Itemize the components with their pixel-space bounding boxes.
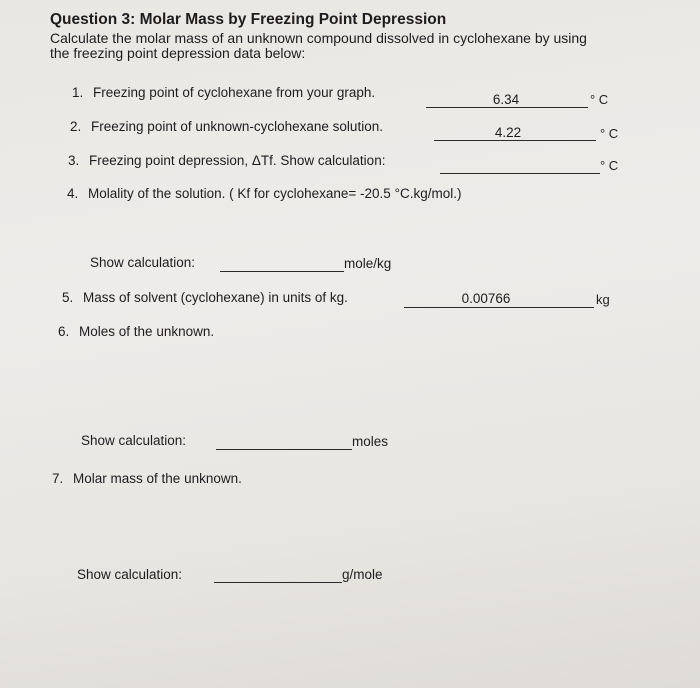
- answer-line-5: [404, 307, 594, 308]
- show-calculation-label-2: Show calculation:: [81, 433, 187, 448]
- calc-unit-2: moles: [352, 434, 389, 449]
- item-text: Freezing point of unknown-cyclohexane solution.: [91, 119, 383, 134]
- answer-line-1: [426, 107, 588, 108]
- item-number: 1.: [72, 85, 84, 100]
- item-5: [62, 290, 348, 305]
- show-calculation-label-1: Show calculation:: [90, 255, 196, 270]
- item-2: [70, 119, 383, 134]
- item-1: [72, 85, 375, 100]
- item-number: 6.: [58, 324, 70, 339]
- item-number: 3.: [68, 153, 80, 168]
- answer-line-3: [440, 173, 600, 174]
- item-text: Freezing point of cyclohexane from your graph.: [93, 85, 376, 100]
- answer-line-2: [434, 140, 596, 141]
- calc-line-1: [220, 271, 344, 272]
- calc-line-3: [214, 582, 342, 583]
- answer-1-value[interactable]: 6.34: [492, 92, 520, 107]
- item-7: [52, 471, 242, 486]
- answer-2-value[interactable]: 4.22: [494, 125, 522, 140]
- item-number: 2.: [70, 119, 82, 134]
- item-text: Freezing point depression, ΔTf. Show calculation:: [89, 153, 386, 168]
- item-text: Moles of the unknown.: [79, 324, 215, 339]
- item-text: Molality of the solution. ( Kf for cyclohexane= -20.5 °C.kg/mol.): [88, 186, 462, 201]
- unit-5: kg: [596, 292, 610, 307]
- calc-unit-1: mole/kg: [344, 256, 392, 271]
- unit-3: ° C: [600, 158, 619, 173]
- item-number: 4.: [67, 186, 79, 201]
- show-calculation-label-3: Show calculation:: [77, 567, 183, 582]
- item-4: [67, 186, 461, 201]
- calc-unit-3: g/mole: [342, 567, 383, 582]
- item-6: [58, 324, 214, 339]
- instructions-line-1: Calculate the molar mass of an unknown compound dissolved in cyclohexane by using: [50, 30, 587, 46]
- item-number: 7.: [52, 471, 64, 486]
- unit-1: ° C: [590, 92, 609, 107]
- question-title: Question 3: Molar Mass by Freezing Point Depression: [50, 11, 447, 28]
- item-text: Mass of solvent (cyclohexane) in units of kg.: [83, 290, 348, 305]
- item-3: [68, 153, 385, 168]
- answer-5-value[interactable]: 0.00766: [461, 291, 511, 306]
- item-text: Molar mass of the unknown.: [73, 471, 242, 486]
- instructions-line-2: the freezing point depression data below:: [50, 45, 306, 61]
- item-number: 5.: [62, 290, 74, 305]
- unit-2: ° C: [600, 126, 619, 141]
- calc-line-2: [216, 449, 352, 450]
